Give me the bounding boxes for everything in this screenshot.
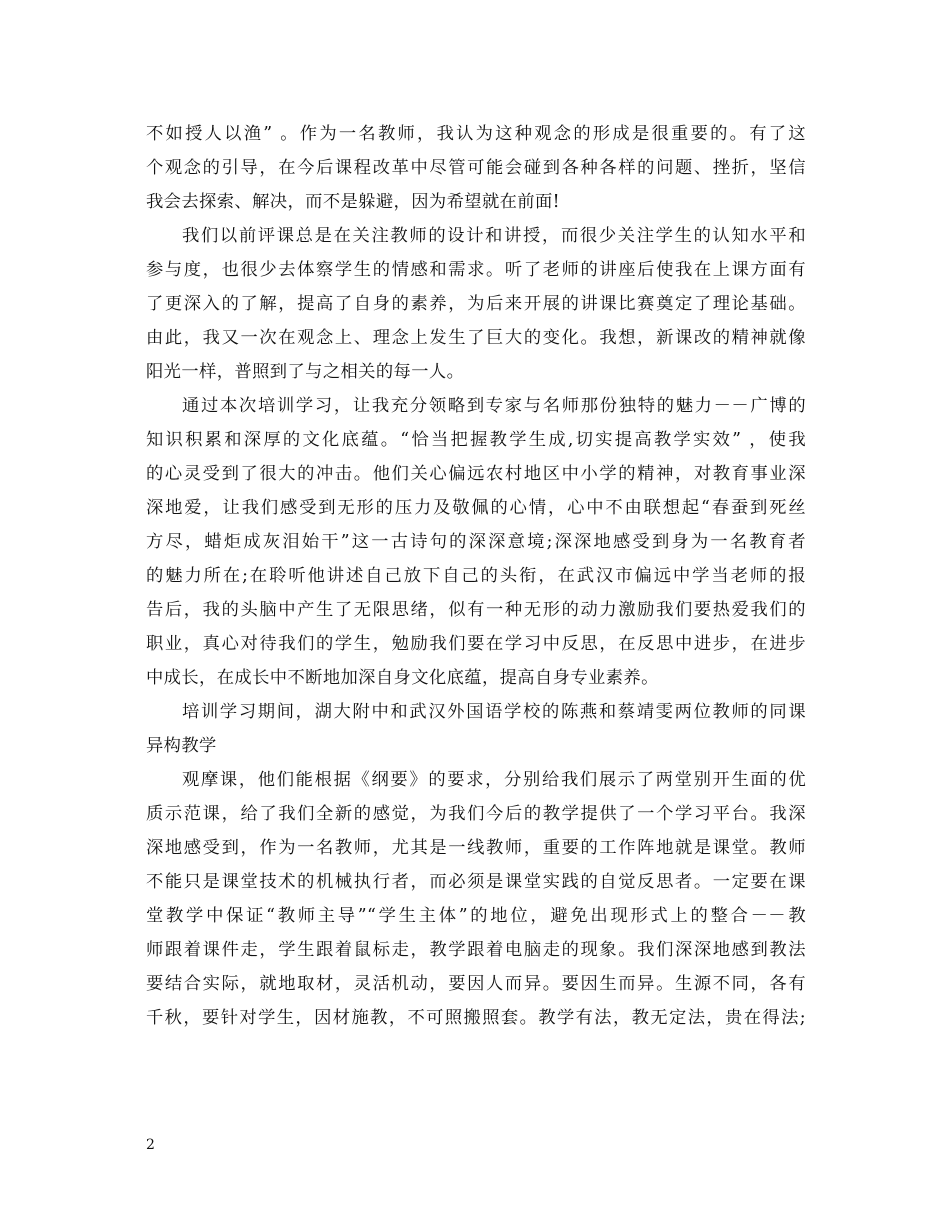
text-line: 要结合实际，就地取材，灵活机动，要因人而异。要因生而异。生源不同，各有: [146, 974, 806, 994]
text-line: 阳光一样，普照到了与之相关的每一人。: [146, 362, 465, 382]
text-line: 深地爱，让我们感受到无形的压力及敬佩的心情，心中不由联想起“春蚕到死丝: [146, 498, 806, 518]
text-line: 堂教学中保证“教师主导”“学生主体”的地位，避免出现形式上的整合－－教: [146, 906, 806, 926]
text-line: 参与度，也很少去体察学生的情感和需求。听了老师的讲座后使我在上课方面有: [146, 260, 806, 280]
text-line: 质示范课，给了我们全新的感觉，为我们今后的教学提供了一个学习平台。我深: [146, 804, 806, 824]
text-line: 知识积累和深厚的文化底蕴。“恰当把握教学生成,切实提高教学实效” ，使我: [146, 430, 806, 450]
text-line: 的心灵受到了很大的冲击。他们关心偏远农村地区中小学的精神，对教育事业深: [146, 464, 806, 484]
page-number: 2: [146, 1137, 155, 1153]
text-line: 我会去探索、解决，而不是躲避，因为希望就在前面!: [146, 192, 561, 212]
text-line: 不如授人以渔” 。作为一名教师，我认为这种观念的形成是很重要的。有了这: [146, 124, 806, 144]
text-line: 由此，我又一次在观念上、理念上发生了巨大的变化。我想，新课改的精神就像: [146, 328, 806, 348]
text-line: 不能只是课堂技术的机械执行者，而必须是课堂实践的自觉反思者。一定要在课: [146, 872, 806, 892]
text-line: 异构教学: [146, 736, 217, 756]
paragraph-start-line: 通过本次培训学习，让我充分领略到专家与名师那份独特的魅力－－广博的: [182, 396, 806, 416]
text-line: 千秋，要针对学生，因材施教，不可照搬照套。教学有法，教无定法，贵在得法;: [146, 1008, 806, 1028]
text-line: 中成长，在成长中不断地加深自身文化底蕴，提高自身专业素养。: [146, 668, 659, 688]
text-line: 告后，我的头脑中产生了无限思绪，似有一种无形的动力激励我们要热爱我们的: [146, 600, 806, 620]
text-line: 师跟着课件走，学生跟着鼠标走，教学跟着电脑走的现象。我们深深地感到教法: [146, 940, 806, 960]
text-line: 了更深入的了解，提高了自身的素养，为后来开展的讲课比赛奠定了理论基础。: [146, 294, 806, 314]
text-line: 个观念的引导，在今后课程改革中尽管可能会碰到各种各样的问题、挫折，坚信: [146, 158, 806, 178]
paragraph-start-line: 我们以前评课总是在关注教师的设计和讲授，而很少关注学生的认知水平和: [182, 226, 806, 246]
text-line: 的魅力所在;在聆听他讲述自己放下自己的头衔，在武汉市偏远中学当老师的报: [146, 566, 806, 586]
body-text: [146, 117, 806, 1035]
paragraph-start-line: 观摩课，他们能根据《纲要》的要求，分别给我们展示了两堂别开生面的优: [182, 770, 806, 790]
paragraph-start-line: 培训学习期间，湖大附中和武汉外国语学校的陈燕和蔡靖雯两位教师的同课: [182, 702, 806, 722]
text-line: 深地感受到，作为一名教师，尤其是一线教师，重要的工作阵地就是课堂。教师: [146, 838, 806, 858]
text-line: 职业，真心对待我们的学生，勉励我们要在学习中反思，在反思中进步，在进步: [146, 634, 806, 654]
text-line: 方尽，蜡炬成灰泪始干”这一古诗句的深深意境;深深地感受到身为一名教育者: [146, 532, 806, 552]
